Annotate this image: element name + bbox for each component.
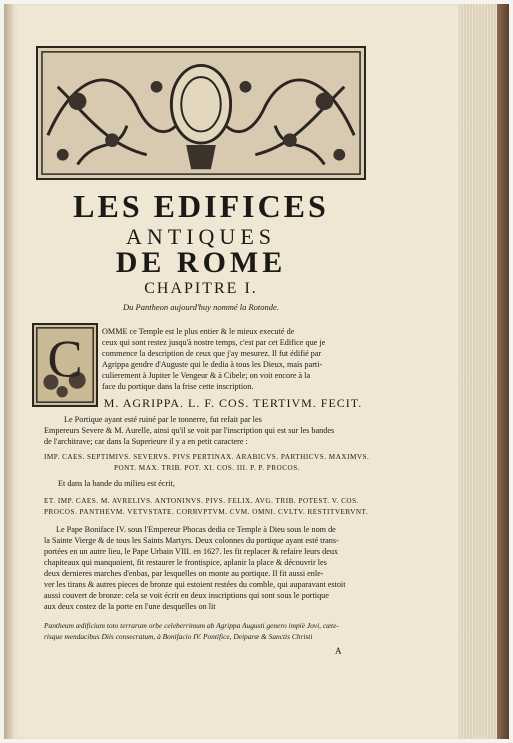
text-line: deux dernieres marches d'enbas, par lesquelles on monte au portique. Il fit aussi enle-: [44, 569, 324, 578]
text-line: aux deux costez de la porte en l'une desquelles on lit: [44, 602, 216, 611]
text-line: commence la description de ceux que j'ay mesurez. Il fut édifié par: [102, 349, 322, 358]
initial-letter-ornament-icon: [34, 325, 96, 405]
text-line: aussi couvert de bronze: cela se voit écrit en deux inscriptions qui sont sous le portique: [44, 591, 329, 600]
text-line: ceux qui sont restez jusqu'à nostre temps, c'est par cet Edifice que je: [102, 338, 326, 347]
text-line: ver les tirans & autres pieces de bronze qui estoient restées du comble, qui auparavant estoit: [44, 580, 346, 589]
title-line-3: DE ROME: [115, 246, 287, 279]
text-line: face du portique dans la frise cette inscription.: [102, 382, 254, 391]
text-line: Pantheum ædificium toto terrarum orbe celeberrimum ab Agrippa Augusti genero impiè Jovi, cæte-: [44, 621, 339, 630]
headpiece-ornament-icon: [38, 48, 364, 178]
text-line: culierement à Jupiter le Vengeur & à Cibele; on voit encore à la: [102, 371, 311, 380]
text-line: Le Pape Boniface IV. sous l'Empereur Phocas dedia ce Temple à Dieu sous le nom de: [56, 525, 336, 534]
text-line: IMP. CAES. SEPTIMIVS. SEVERVS. PIVS PERTINAX. ARABICVS. PARTHICVS. MAXIMVS.: [44, 453, 370, 461]
paragraph-4: [44, 524, 370, 612]
inscription-severus: [44, 452, 370, 474]
title-line-2: ANTIQUES: [126, 224, 276, 249]
text-line: PROCOS. PANTHEVM. VETVSTATE. CORRVPTVM. CVM. OMNI. CVLTV. RESTITVERVNT.: [44, 508, 369, 516]
paragraph-3: Et dans la bande du milieu est écrit,: [58, 479, 175, 488]
text-line: risque mendacibus Diis consecratum, à Bonifacio IV. Pontifice, Deiparæ & Sanctis Christi: [44, 632, 313, 641]
text-line: OMME ce Temple est le plus entier & le mieux executé de: [102, 327, 295, 336]
text-line: Le Portique ayant esté ruiné par le tonnerre, fut refait par les: [64, 415, 262, 424]
chapter-subtitle: Du Pantheon aujourd'huy nommé la Rotonde.: [123, 302, 279, 312]
text-line: la Sainte Vierge & de tous les Saints Martyrs. Deux colonnes du portique ayant esté trans-: [44, 536, 339, 545]
paragraph-2: [44, 414, 370, 447]
initial-letter: C: [47, 330, 83, 389]
text-line: Empereurs Severe & M. Aurelle, ainsi qu'il se voit par l'inscription qui est sur les bandes: [44, 426, 335, 435]
paragraph-1: [102, 326, 370, 392]
inscription-aurelius: [44, 496, 370, 518]
text-line: portées en un autre lieu, le Pape Urbain VIII. en 1627. les fit replacer & refaire leurs deux: [44, 547, 339, 556]
decorated-initial: [32, 323, 98, 407]
text-line: Agrippa gendre d'Auguste qui le dedia à tous les Dieux, mais parti-: [102, 360, 323, 369]
title-line-1: LES EDIFICES: [73, 188, 329, 224]
text-line: chapiteaux qui manquoient, fit restaurer le frontispice, aplanir la place & découvrir les: [44, 558, 327, 567]
signature-mark: A: [335, 646, 342, 656]
ornamental-headpiece: [36, 46, 366, 180]
book-gutter: [4, 4, 14, 739]
paragraph-latin: [44, 620, 370, 642]
text-line: ET. IMP. CAES. M. AVRELIVS. ANTONINVS. PIVS. FELIX. AVG. TRIB. POTEST. V. COS.: [44, 497, 359, 505]
chapter-heading: CHAPITRE I.: [144, 280, 258, 297]
book: [4, 4, 509, 739]
book-page: [18, 6, 458, 737]
text-line: PONT. MAX. TRIB. POT. XI. COS. III. P. P. PROCOS.: [113, 464, 301, 472]
book-cover-edge: [497, 4, 509, 739]
inscription-agrippa: M. AGRIPPA. L. F. COS. TERTIVM. FECIT.: [103, 396, 363, 410]
text-line: de l'architrave; car dans la Superieure il y a en petit caractere :: [44, 437, 248, 446]
